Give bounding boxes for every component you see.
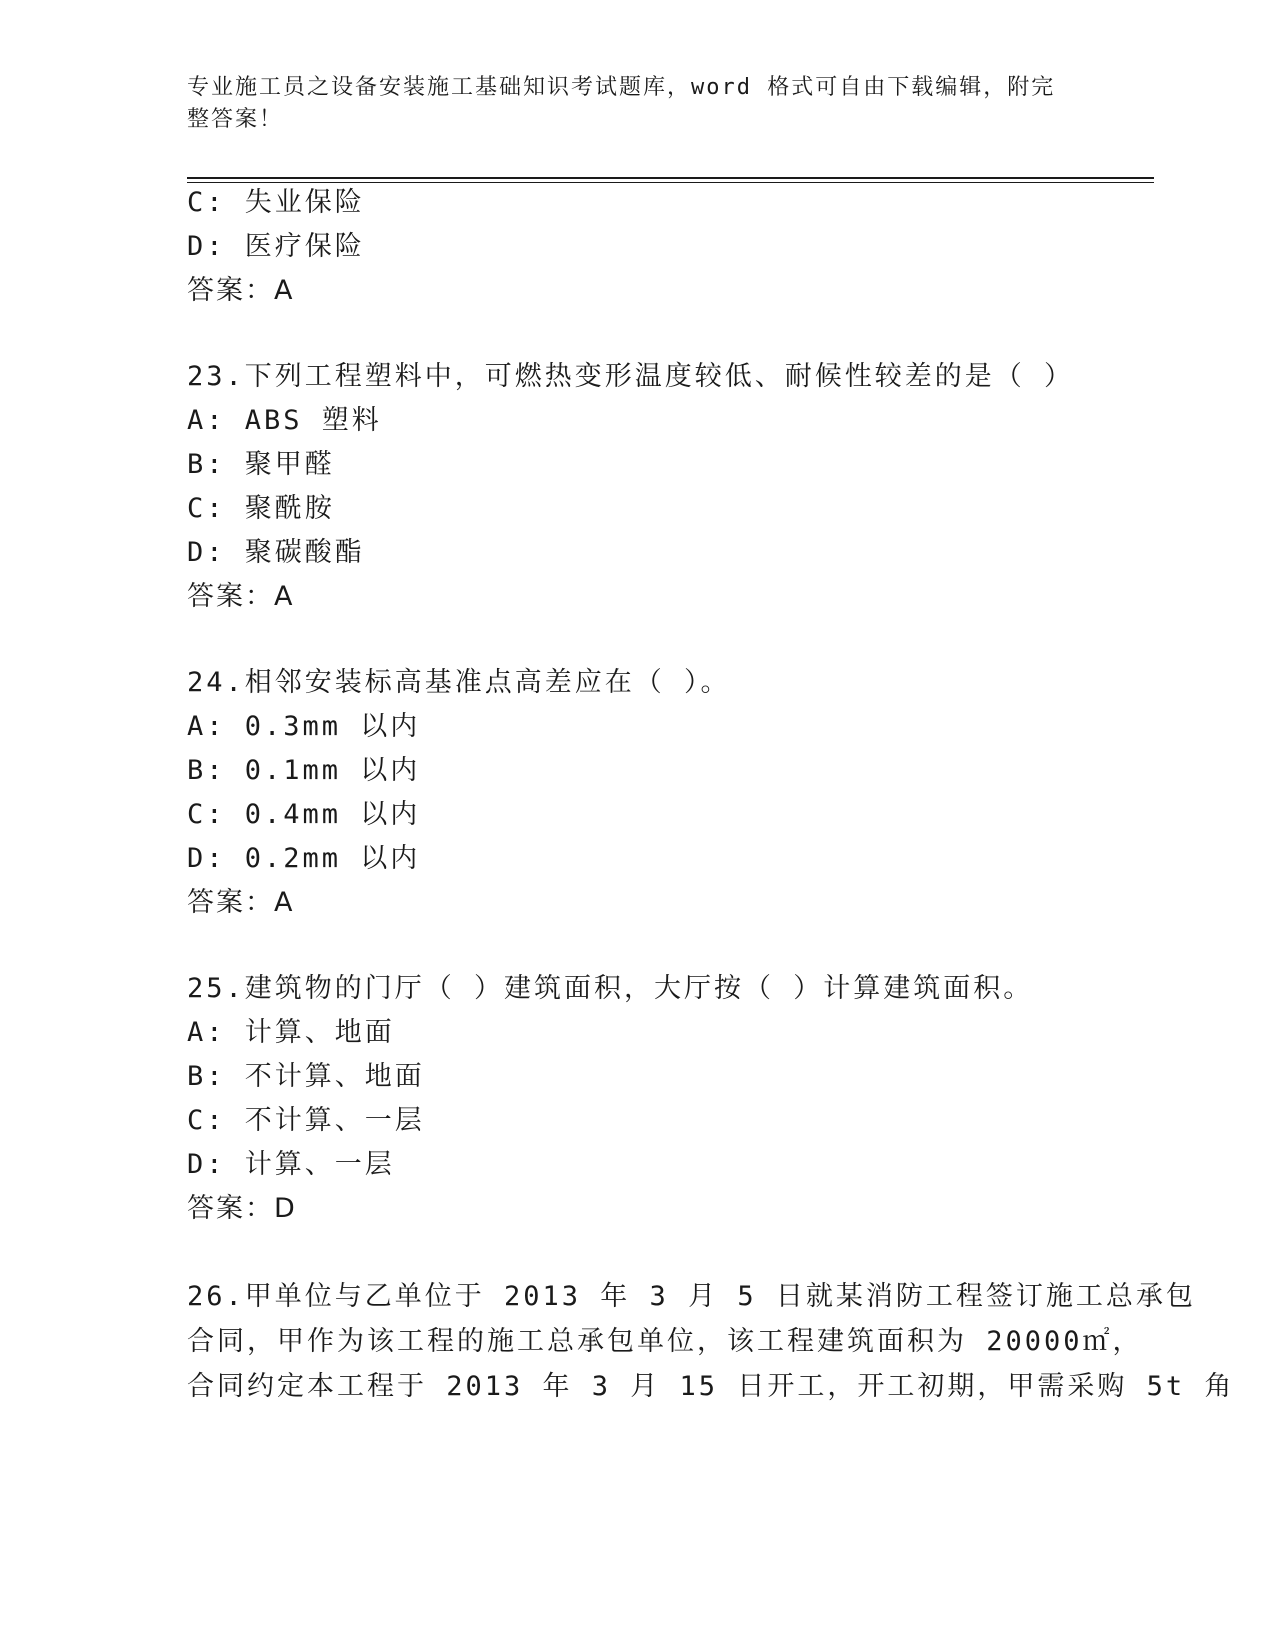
header-line-2: 整答案！ — [187, 107, 284, 132]
q24-option-c: C: 0.4mm 以内 — [187, 799, 421, 830]
q25-option-c: C: 不计算、一层 — [187, 1105, 425, 1136]
q22-option-d: D: 医疗保险 — [187, 231, 365, 262]
q23-option-c: C: 聚酰胺 — [187, 493, 335, 524]
q23-answer: 答案：A — [187, 581, 295, 612]
q24-answer: 答案：A — [187, 887, 295, 918]
q24-question: 24.相邻安装标高基准点高差应在（ ）。 — [187, 667, 731, 698]
document-header — [187, 72, 1067, 136]
q23-option-d: D: 聚碳酸酯 — [187, 537, 365, 568]
header-divider-thick — [187, 177, 1154, 179]
q23-option-b: B: 聚甲醛 — [187, 449, 335, 480]
q22-answer: 答案：A — [187, 275, 295, 306]
header-line-1: 专业施工员之设备安装施工基础知识考试题库，word 格式可自由下载编辑，附完 — [187, 75, 1056, 100]
q24-option-d: D: 0.2mm 以内 — [187, 843, 421, 874]
q22-option-c: C: 失业保险 — [187, 187, 365, 218]
q25-option-d: D: 计算、一层 — [187, 1149, 395, 1180]
q24-option-b: B: 0.1mm 以内 — [187, 755, 421, 786]
q25-option-a: A: 计算、地面 — [187, 1017, 395, 1048]
q25-question: 25.建筑物的门厅（ ）建筑面积，大厅按（ ）计算建筑面积。 — [187, 973, 1034, 1004]
header-divider-thin — [187, 182, 1154, 183]
q25-option-b: B: 不计算、地面 — [187, 1061, 425, 1092]
q25-answer: 答案：D — [187, 1193, 297, 1224]
q23-option-a: A: ABS 塑料 — [187, 405, 382, 436]
q26-question-line-1: 26.甲单位与乙单位于 2013 年 3 月 5 日就某消防工程签订施工总承包 — [187, 1281, 1196, 1312]
q26-question-line-3: 合同约定本工程于 2013 年 3 月 15 日开工，开工初期，甲需采购 5t 角 — [187, 1371, 1235, 1402]
q24-option-a: A: 0.3mm 以内 — [187, 711, 421, 742]
q26-question-line-2: 合同，甲作为该工程的施工总承包单位，该工程建筑面积为 20000㎡， — [187, 1326, 1143, 1357]
q23-question: 23.下列工程塑料中，可燃热变形温度较低、耐候性较差的是（ ） — [187, 361, 1075, 392]
